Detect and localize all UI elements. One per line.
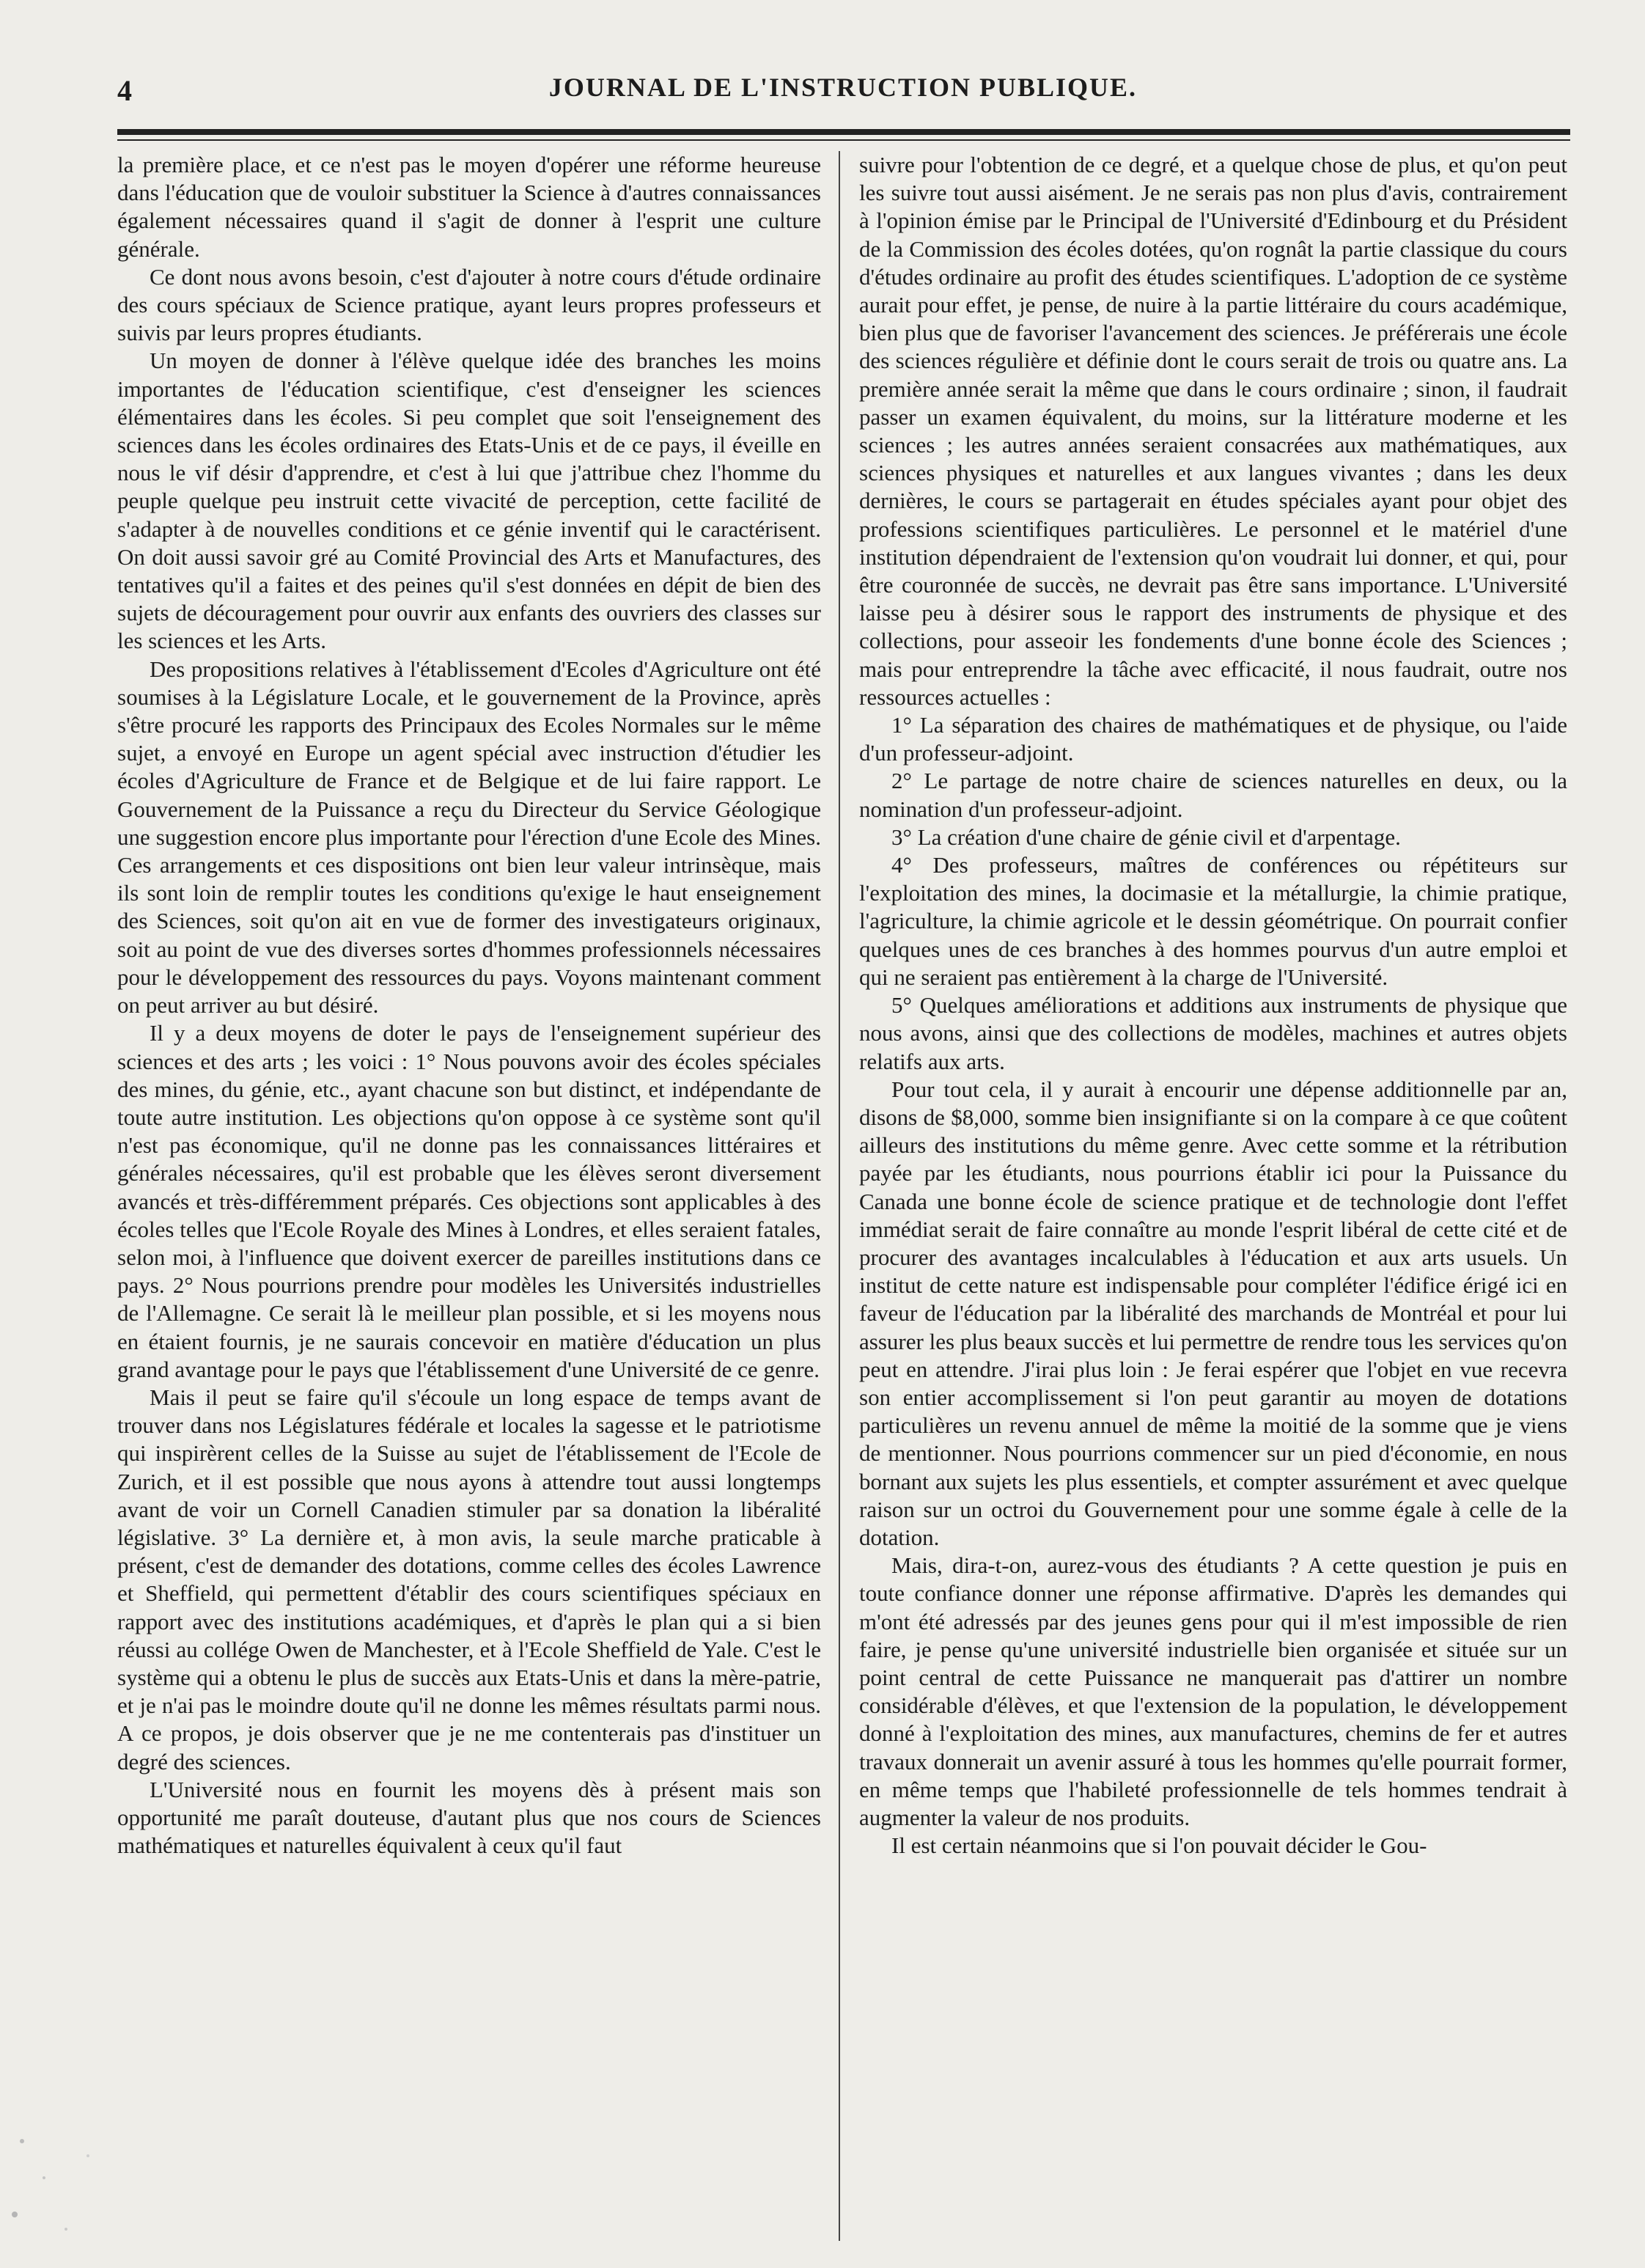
journal-title: JOURNAL DE L'INSTRUCTION PUBLIQUE. xyxy=(548,73,1138,102)
header-rule-thin xyxy=(117,139,1570,141)
header-rule-thick xyxy=(117,129,1570,135)
list-item: 5° Quelques améliorations et additions aux instruments de physique que nous avons, ainsi que des collections de modèles, machines et autres objets relatifs aux arts. xyxy=(859,992,1567,1074)
paragraph: L'Université nous en fournit les moyens dès à présent mais son opportunité me paraît douteuse, d'autant plus que nos cours de Sciences mathématiques et naturelles équivalent à ceux qu'il faut xyxy=(117,1776,821,1859)
paragraph: Ce dont nous avons besoin, c'est d'ajouter à notre cours d'étude ordinaire des cours spéciaux de Science pratique, ayant leurs propres professeurs et suivis par leurs propres étudiants. xyxy=(117,263,821,346)
left-column xyxy=(117,151,821,2241)
list-item: 4° Des professeurs, maîtres de conférences ou répétiteurs sur l'exploitation des mines, la docimasie et la métallurgie, la chimie pratique, l'agriculture, la chimie agricole et le dessin géométrique. On pourrait confier quelques unes de ces branches à des hommes pourvus d'un autre emploi et qui ne seraient pas entièrement à la charge de l'Université. xyxy=(859,852,1567,990)
column-divider xyxy=(839,151,840,2241)
page-header xyxy=(117,65,1569,116)
paragraph: suivre pour l'obtention de ce degré, et a quelque chose de plus, et qu'on peut les suivre tout aussi aisément. Je ne serais pas non plus d'avis, contrairement à l'opinion émise par le Principal de l'Université d'Edinbourg et du Président de la Commission des écoles dotées, qu'on rognât la partie classique du cours d'études ordinaire au profit des études scientifiques. L'adoption de ce système aurait pour effet, je pense, de nuire à la partie littéraire du cours académique, bien plus que de favoriser l'avancement des sciences. Je préférerais une école des sciences régulière et définie dont le cours serait de trois ou quatre ans. La première année serait la même que dans le cours ordinaire ; sinon, il faudrait passer un examen équivalent, du moins, sur la littérature moderne et les sciences ; les autres années seraient consacrées aux mathématiques, aux sciences physiques et naturelles et aux langues vivantes ; dans les deux dernières, le cours se partagerait en études spéciales ayant pour objet des professions scientifiques particulières. Le personnel et le matériel d'une institution dépendraient de l'extension qu'on voudrait lui donner, et qui, pour être couronnée de succès, ne devrait pas être sans importance. L'Université laisse peu à désirer sous le rapport des instruments de physique et des collections, pour asseoir les fondements d'une bonne école des Sciences ; mais pour entreprendre la tâche avec efficacité, il nous faudrait, outre nos ressources actuelles : xyxy=(859,152,1567,710)
paragraph: la première place, et ce n'est pas le moyen d'opérer une réforme heureuse dans l'éducation que de vouloir substituer la Science à d'autres connaissances également nécessaires quand il s'agit de donner à l'esprit une culture générale. xyxy=(117,152,821,262)
list-item: 2° Le partage de notre chaire de sciences naturelles en deux, ou la nomination d'un professeur-adjoint. xyxy=(859,768,1567,822)
paragraph: Mais, dira-t-on, aurez-vous des étudiants ? A cette question je puis en toute confiance donner une réponse affirmative. D'après les demandes qui m'ont été adressés par des jeunes gens pour qui il m'est impossible de rien faire, je pense qu'une université industrielle bien organisée et située sur un point central de cette Puissance ne manquerait pas d'attirer un nombre considérable d'élèves, et que l'extension de la population, le développement donné à l'exploitation des mines, aux manufactures, chemins de fer et autres travaux donnerait un avenir assuré à tous les hommes qu'elle pourrait former, en même temps que l'habileté professionnelle de tels hommes tendrait à augmenter la valeur de nos produits. xyxy=(859,1552,1567,1830)
paragraph: Il y a deux moyens de doter le pays de l'enseignement supérieur des sciences et des arts ; les voici : 1° Nous pouvons avoir des écoles spéciales des mines, du génie, etc., ayant chacune son but distinct, et indépendante de toute autre institution. Les objections qu'on oppose à ce système sont qu'il n'est pas économique, qu'il ne donne pas les connaissances littéraires et générales nécessaires, qu'il est probable que les élèves seront diversement avancés et très-différemment préparés. Ces objections sont applicables à des écoles telles que l'Ecole Royale des Mines à Londres, et elles seraient fatales, selon moi, à l'influence que doivent exercer de pareilles institutions dans ce pays. 2° Nous pourrions prendre pour modèles les Universités industrielles de l'Allemagne. Ce serait là le meilleur plan possible, et si les moyens nous en étaient fournis, je ne saurais concevoir en matière d'éducation un plus grand avantage pour le pays que l'établissement d'une Université de ce genre. xyxy=(117,1020,821,1382)
paragraph: Pour tout cela, il y aurait à encourir une dépense additionnelle par an, disons de $8,000, somme bien insignifiante si on la compare à ce que coûtent ailleurs des institutions du même genre. Avec cette somme et la rétribution payée par les étudiants, nous pourrions établir ici pour la Puissance du Canada une bonne école de science pratique et de technologie dont l'effet immédiat serait de faire connaître au monde l'esprit libéral de cette cité et de procurer des avantages incalculables à l'éducation et aux arts usuels. Un institut de cette nature est indispensable pour compléter l'édifice érigé ici en faveur de l'éducation par la libéralité des marchands de Montréal et pour lui assurer les plus beaux succès et lui permettre de rendre tous les services qu'on peut en attendre. J'irai plus loin : Je ferai espérer que l'objet en vue recevra son entier accomplissement si l'on peut garantir au moyen de dotations particulières un revenu annuel de même la moitié de la somme que je viens de mentionner. Nous pourrions commencer sur un pied d'économie, en nous bornant aux sujets les plus essentiels, et compter assurément et avec quelque raison sur un octroi du Gouvernement pour une somme égale à celle de la dotation. xyxy=(859,1076,1567,1550)
right-column xyxy=(859,151,1567,2241)
page-number: 4 xyxy=(117,74,132,107)
paragraph: Un moyen de donner à l'élève quelque idée des branches les moins importantes de l'éducation scientifique, c'est d'enseigner les sciences élémentaires dans les écoles. Si peu complet que soit l'enseignement des sciences dans les écoles ordinaires des Etats-Unis et de ce pays, il éveille en nous le vif désir d'apprendre, et c'est à lui que j'attribue chez l'homme du peuple quelque peu instruit cette vivacité de perception, cette facilité de s'adapter à de nouvelles conditions et ce génie inventif qui le caractérisent. On doit aussi savoir gré au Comité Provincial des Arts et Manufactures, des tentatives qu'il a faites et des peines qu'il s'est données en dépit de bien des sujets de découragement pour ouvrir aux enfants des ouvriers des classes sur les sciences et les Arts. xyxy=(117,348,821,654)
paragraph: Des propositions relatives à l'établissement d'Ecoles d'Agriculture ont été soumises à la Législature Locale, et le gouvernement de la Province, après s'être procuré les rapports des Principaux des Ecoles Normales sur le même sujet, a envoyé en Europe un agent spécial avec instruction d'étudier les écoles d'Agriculture de France et de Belgique et de lui faire rapport. Le Gouvernement de la Puissance a reçu du Directeur du Service Géologique une suggestion encore plus importante pour l'érection d'une Ecole des Mines. Ces arrangements et ces dispositions ont bien leur valeur intrinsèque, mais ils sont loin de remplir toutes les conditions qu'exige le haut enseignement des Sciences, soit qu'on ait en vue de former des investigateurs originaux, soit au point de vue des diverses sortes d'hommes professionnels nécessaires pour le développement des ressources du pays. Voyons maintenant comment on peut arriver au but désiré. xyxy=(117,656,821,1019)
paragraph: Mais il peut se faire qu'il s'écoule un long espace de temps avant de trouver dans nos Législatures fédérale et locales la sagesse et le patriotisme qui inspirèrent celles de la Suisse au sujet de l'établissement de l'Ecole de Zurich, et il est possible que nous ayons à attendre tout aussi longtemps avant de voir un Cornell Canadien stimuler par sa donation la libéralité législative. 3° La dernière et, à mon avis, la seule marche praticable à présent, c'est de demander des dotations, comme celles des écoles Lawrence et Sheffield, qui permettent d'établir des cours scientifiques spéciaux en rapport avec des institutions académiques, et d'après le plan qui a si bien réussi au collége Owen de Manchester, et à l'Ecole Sheffield de Yale. C'est le système qui a obtenu le plus de succès aux Etats-Unis et dans la mère-patrie, et je n'ai pas le moindre doute qu'il ne donne les mêmes résultats parmi nous. A ce propos, je dois observer que je ne me contenterais pas d'instituer un degré des sciences. xyxy=(117,1384,821,1775)
list-item: 3° La création d'une chaire de génie civil et d'arpentage. xyxy=(891,823,1401,850)
list-item: 1° La séparation des chaires de mathématiques et de physique, ou l'aide d'un professeur-adjoint. xyxy=(859,712,1567,766)
paragraph: Il est certain néanmoins que si l'on pouvait décider le Gou- xyxy=(891,1832,1427,1859)
margin-specks xyxy=(0,2112,132,2258)
